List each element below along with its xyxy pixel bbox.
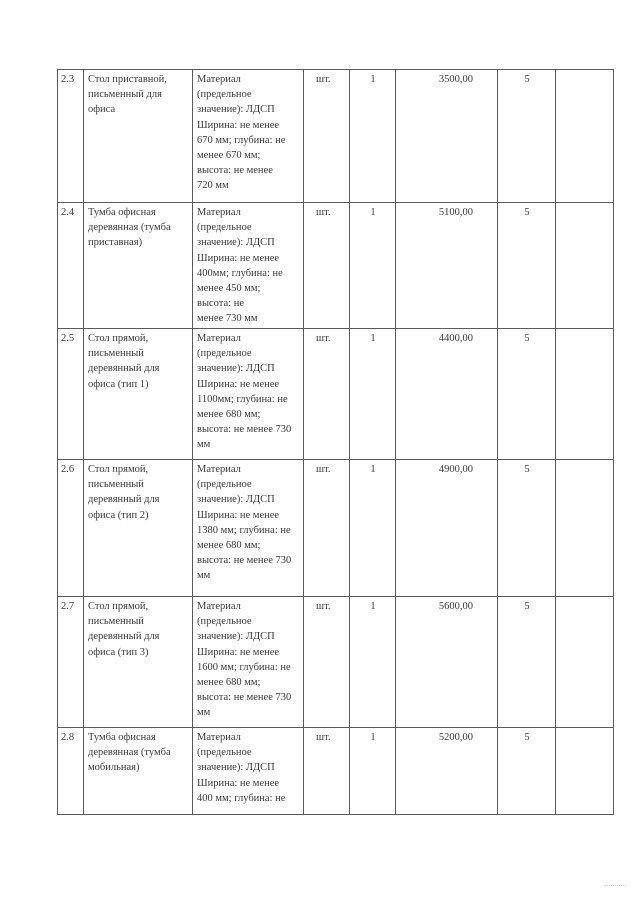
item-specification-line: (предельное [197,747,252,759]
item-specification-line: менее 680 мм; [197,677,261,689]
item-name-line: офиса (тип 1) [88,378,149,390]
item-specification-line: (предельное [197,479,252,491]
item-specification-line: высота: не [197,298,244,310]
item-specification-line: значение): ЛДСП [197,631,275,643]
item-specification-cell [193,329,304,460]
table-row [58,203,614,329]
price-cell: 3500,00 [396,70,498,203]
item-specification-cell [193,70,304,203]
item-specification-line: высота: не менее 730 [197,555,292,567]
quantity-cell: 1 [350,728,396,815]
item-name-line: деревянный для [88,631,160,643]
unit-cell: шт. [304,70,350,203]
item-specification-line: мм [197,707,211,719]
item-specification-line: высота: не менее [197,165,273,177]
item-name-cell [84,460,193,597]
item-name-line: деревянная (тумба [88,747,171,759]
item-number-cell: 2.8 [58,728,84,815]
item-specification-line: Материал [197,333,241,344]
item-specification-line: Ширина: не менее [197,509,280,521]
item-specification-line: значение): ЛДСП [197,363,275,375]
empty-cell [556,460,614,597]
item-specification-line: (предельное [197,616,252,628]
item-specification-cell [193,597,304,728]
item-specification-line: значение): ЛДСП [197,494,275,506]
empty-cell [556,203,614,329]
table-row [58,728,614,815]
item-specification-line: 400мм; глубина: не [197,267,283,279]
item-name-line: деревянный для [88,494,160,506]
item-specification-line: Ширина: не менее [197,646,280,658]
item-specification-line: (предельное [197,222,252,234]
unit-cell: шт. [304,597,350,728]
item-name-cell [84,728,193,815]
item-number-cell: 2.7 [58,597,84,728]
item-specification-line: (предельное [197,89,252,101]
item-name-cell [84,70,193,203]
item-specification-line: менее 730 мм [197,313,258,325]
item-name-line: письменный [88,616,144,628]
item-specification-line: менее 670 мм; [197,150,261,162]
unit-cell: шт. [304,460,350,597]
item-specification-line: Материал [197,464,241,475]
item-specification-cell [193,728,304,815]
item-specification-line: Ширина: не менее [197,252,280,264]
item-specification-line: значение): ЛДСП [197,104,275,116]
item-name-line: деревянная (тумба [88,222,171,234]
item-specification-line: (предельное [197,348,252,360]
item-specification-line: 400 мм; глубина: не [197,792,286,804]
count-cell: 5 [498,70,556,203]
item-specification-line: 1380 мм; глубина: не [197,524,291,536]
quantity-cell: 1 [350,460,396,597]
item-specification-line: высота: не менее 730 [197,692,292,704]
empty-cell [556,597,614,728]
quantity-cell: 1 [350,329,396,460]
empty-cell [556,70,614,203]
quantity-cell: 1 [350,597,396,728]
item-name-line: офиса (тип 2) [88,509,149,521]
table-row [58,460,614,597]
item-specification-line: 1100мм; глубина: не [197,393,288,405]
price-cell: 5100,00 [396,203,498,329]
quantity-cell: 1 [350,203,396,329]
price-cell: 4400,00 [396,329,498,460]
count-cell: 5 [498,203,556,329]
item-name-line: Стол приставной, [88,74,167,85]
item-specification-line: значение): ЛДСП [197,762,275,774]
item-number-cell: 2.3 [58,70,84,203]
count-cell: 5 [498,460,556,597]
item-name-line: Тумба офисная [88,732,156,743]
price-cell: 4900,00 [396,460,498,597]
item-specification-line: Ширина: не менее [197,378,280,390]
price-cell: 5600,00 [396,597,498,728]
item-specification-line: Ширина: не менее [197,119,280,131]
item-specification-line: Материал [197,732,241,743]
item-specification-line: менее 680 мм; [197,540,261,552]
item-name-line: офиса [88,104,116,116]
item-name-line: Стол прямой, [88,333,149,344]
count-cell: 5 [498,329,556,460]
specification-table [57,69,614,815]
item-name-line: Стол прямой, [88,601,149,612]
table-row [58,329,614,460]
item-specification-cell [193,203,304,329]
item-specification-line: мм [197,439,211,451]
item-specification-line: высота: не менее 730 [197,424,292,436]
item-name-line: мобильная) [88,762,140,774]
unit-cell: шт. [304,203,350,329]
item-name-line: приставная) [88,237,143,249]
item-name-line: Тумба офисная [88,207,156,218]
item-name-line: письменный для [88,89,162,101]
item-specification-line: значение): ЛДСП [197,237,275,249]
item-specification-line: 1600 мм; глубина: не [197,661,291,673]
item-name-line: деревянный для [88,363,160,375]
item-number-cell: 2.6 [58,460,84,597]
item-name-cell [84,329,193,460]
table-row [58,70,614,203]
item-name-cell [84,203,193,329]
item-specification-line: мм [197,570,211,582]
item-number-cell: 2.4 [58,203,84,329]
item-specification-line: менее 680 мм; [197,409,261,421]
item-name-line: офиса (тип 3) [88,646,149,658]
item-name-line: письменный [88,348,144,360]
item-name-cell [84,597,193,728]
item-specification-line: 670 мм; глубина: не [197,134,286,146]
item-specification-line: Материал [197,601,241,612]
item-specification-line: Материал [197,74,241,85]
item-specification-line: Материал [197,207,241,218]
scan-artifact [604,885,626,889]
item-specification-line: менее 450 мм; [197,283,261,295]
item-specification-line: 720 мм [197,180,229,192]
count-cell: 5 [498,728,556,815]
item-name-line: Стол прямой, [88,464,149,475]
price-cell: 5200,00 [396,728,498,815]
item-name-line: письменный [88,479,144,491]
table-row [58,597,614,728]
item-specification-cell [193,460,304,597]
empty-cell [556,329,614,460]
count-cell: 5 [498,597,556,728]
item-specification-line: Ширина: не менее [197,777,280,789]
unit-cell: шт. [304,728,350,815]
quantity-cell: 1 [350,70,396,203]
item-number-cell: 2.5 [58,329,84,460]
unit-cell: шт. [304,329,350,460]
empty-cell [556,728,614,815]
table-body [58,70,614,815]
